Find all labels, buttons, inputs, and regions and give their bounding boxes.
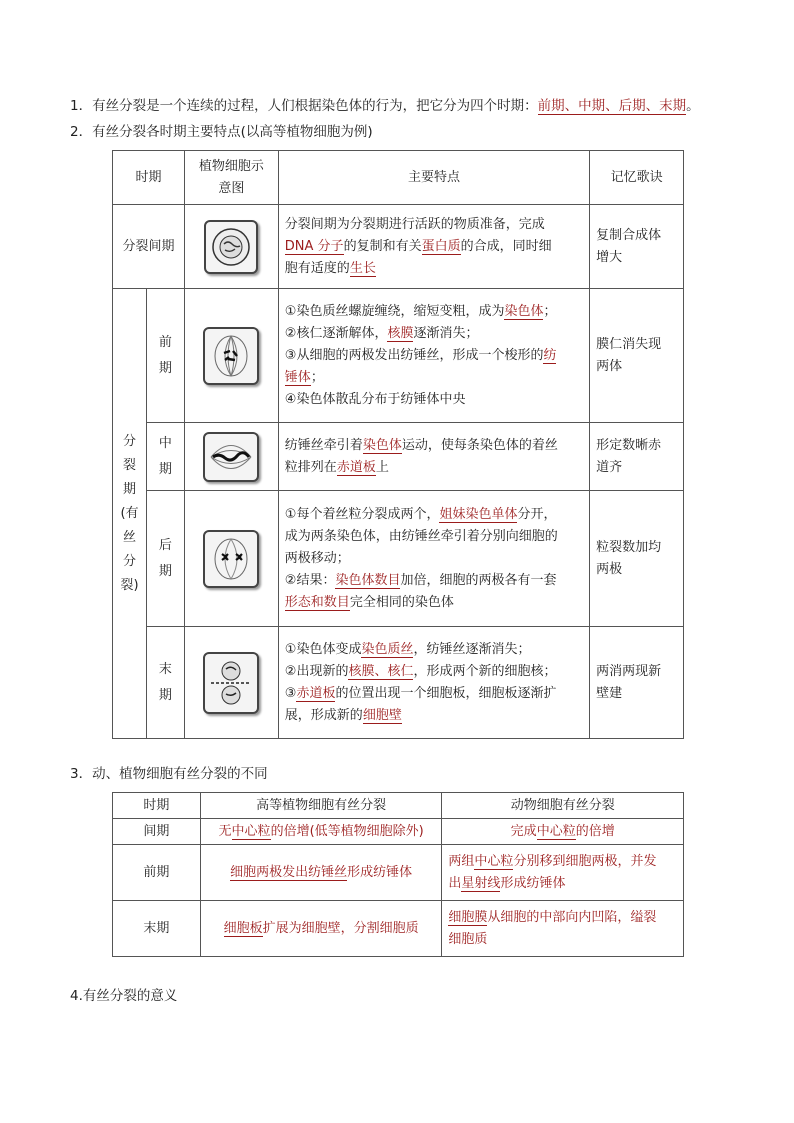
mnemonic-interphase: 复制合成体 增大 — [590, 205, 684, 289]
row-interphase — [113, 205, 684, 289]
row-telophase — [113, 627, 684, 739]
t2-header-plant: 高等植物细胞有丝分裂 — [200, 793, 442, 819]
t2-period: 末期 — [113, 901, 201, 957]
table2-row — [113, 901, 684, 957]
item-3-heading: 3．动、植物细胞有丝分裂的不同 — [70, 766, 268, 782]
item-2-heading: 2．有丝分裂各时期主要特点(以高等植物细胞为例) — [70, 124, 373, 140]
mnemonic-telophase: 两消两现新 壁建 — [590, 627, 684, 739]
header-diagram: 植物细胞示 意图 — [184, 151, 278, 205]
header-period: 时期 — [113, 151, 185, 205]
mitosis-phases-table — [112, 150, 684, 739]
prophase-cell-image — [203, 327, 259, 385]
t2-period: 间期 — [113, 819, 201, 845]
t2-period: 前期 — [113, 845, 201, 901]
telophase-cell-image — [203, 652, 259, 714]
plant-animal-comparison-table — [112, 792, 684, 957]
t2-plant: 细胞两极发出纺锤丝形成纺锤体 — [200, 845, 442, 901]
row-anaphase — [113, 491, 684, 627]
mitosis-period-label: 分 裂 期 (有 丝 分 裂) — [113, 289, 147, 739]
row-metaphase — [113, 423, 684, 491]
features-telophase: ①染色体变成染色质丝，纺锤丝逐渐消失； ②出现新的核膜、核仁，形成两个新的细胞核； ③赤道板的位置出现一个细胞板，细胞板逐渐扩 展，形成新的细胞壁 — [278, 627, 589, 739]
interphase-cell-image — [204, 220, 258, 274]
item-4-heading: 4.有丝分裂的意义 — [70, 988, 178, 1004]
t2-plant: 细胞板扩展为细胞壁，分割细胞质 — [200, 901, 442, 957]
diagram-cell — [184, 289, 278, 423]
t2-header-period: 时期 — [113, 793, 201, 819]
anaphase-cell-image — [203, 530, 259, 588]
diagram-cell — [184, 205, 278, 289]
features-anaphase: ①每个着丝粒分裂成两个，姐妹染色单体分开， 成为两条染色体，由纺锤丝牵引着分别向细胞的 两极移动； ②结果：染色体数目加倍，细胞的两极各有一套 形态和数目完全相同的染色体 — [278, 491, 589, 627]
mnemonic-prophase: 膜仁消失现 两体 — [590, 289, 684, 423]
period-prophase: 前 期 — [146, 289, 184, 423]
row-prophase — [113, 289, 684, 423]
metaphase-cell-image — [203, 432, 259, 482]
item-1: 1．有丝分裂是一个连续的过程，人们根据染色体的行为，把它分为四个时期：前期、中期、后期、末期。 — [70, 98, 700, 114]
mnemonic-metaphase: 形定数晰赤 道齐 — [590, 423, 684, 491]
t2-animal: 两组中心粒分别移到细胞两极，并发 出星射线形成纺锤体 — [442, 845, 684, 901]
diagram-cell — [184, 627, 278, 739]
header-features: 主要特点 — [278, 151, 589, 205]
period-telophase: 末 期 — [146, 627, 184, 739]
period-anaphase: 后 期 — [146, 491, 184, 627]
period-metaphase: 中 期 — [146, 423, 184, 491]
t2-animal: 细胞膜从细胞的中部向内凹陷，缢裂 细胞质 — [442, 901, 684, 957]
period-interphase: 分裂间期 — [113, 205, 185, 289]
diagram-cell — [184, 491, 278, 627]
header-mnemonic: 记忆歌诀 — [590, 151, 684, 205]
features-metaphase: 纺锤丝牵引着染色体运动，使每条染色体的着丝 粒排列在赤道板上 — [278, 423, 589, 491]
table2-row — [113, 845, 684, 901]
diagram-cell — [184, 423, 278, 491]
features-interphase: 分裂间期为分裂期进行活跃的物质准备，完成 DNA 分子的复制和有关蛋白质的合成，同时细 胞有适度的生长 — [278, 205, 589, 289]
table2-row — [113, 819, 684, 845]
mnemonic-anaphase: 粒裂数加均 两极 — [590, 491, 684, 627]
table1-header-row — [113, 151, 684, 205]
answer-phases: 前期、中期、后期、末期 — [537, 98, 687, 114]
features-prophase: ①染色质丝螺旋缠绕，缩短变粗，成为染色体； ②核仁逐渐解体，核膜逐渐消失； ③从细胞的两极发出纺锤丝，形成一个梭形的纺 锤体； ④染色体散乱分布于纺锤体中央 — [278, 289, 589, 423]
t2-plant: 无中心粒的倍增(低等植物细胞除外) — [200, 819, 442, 845]
t2-animal: 完成中心粒的倍增 — [442, 819, 684, 845]
table2-header-row — [113, 793, 684, 819]
t2-header-animal: 动物细胞有丝分裂 — [442, 793, 684, 819]
